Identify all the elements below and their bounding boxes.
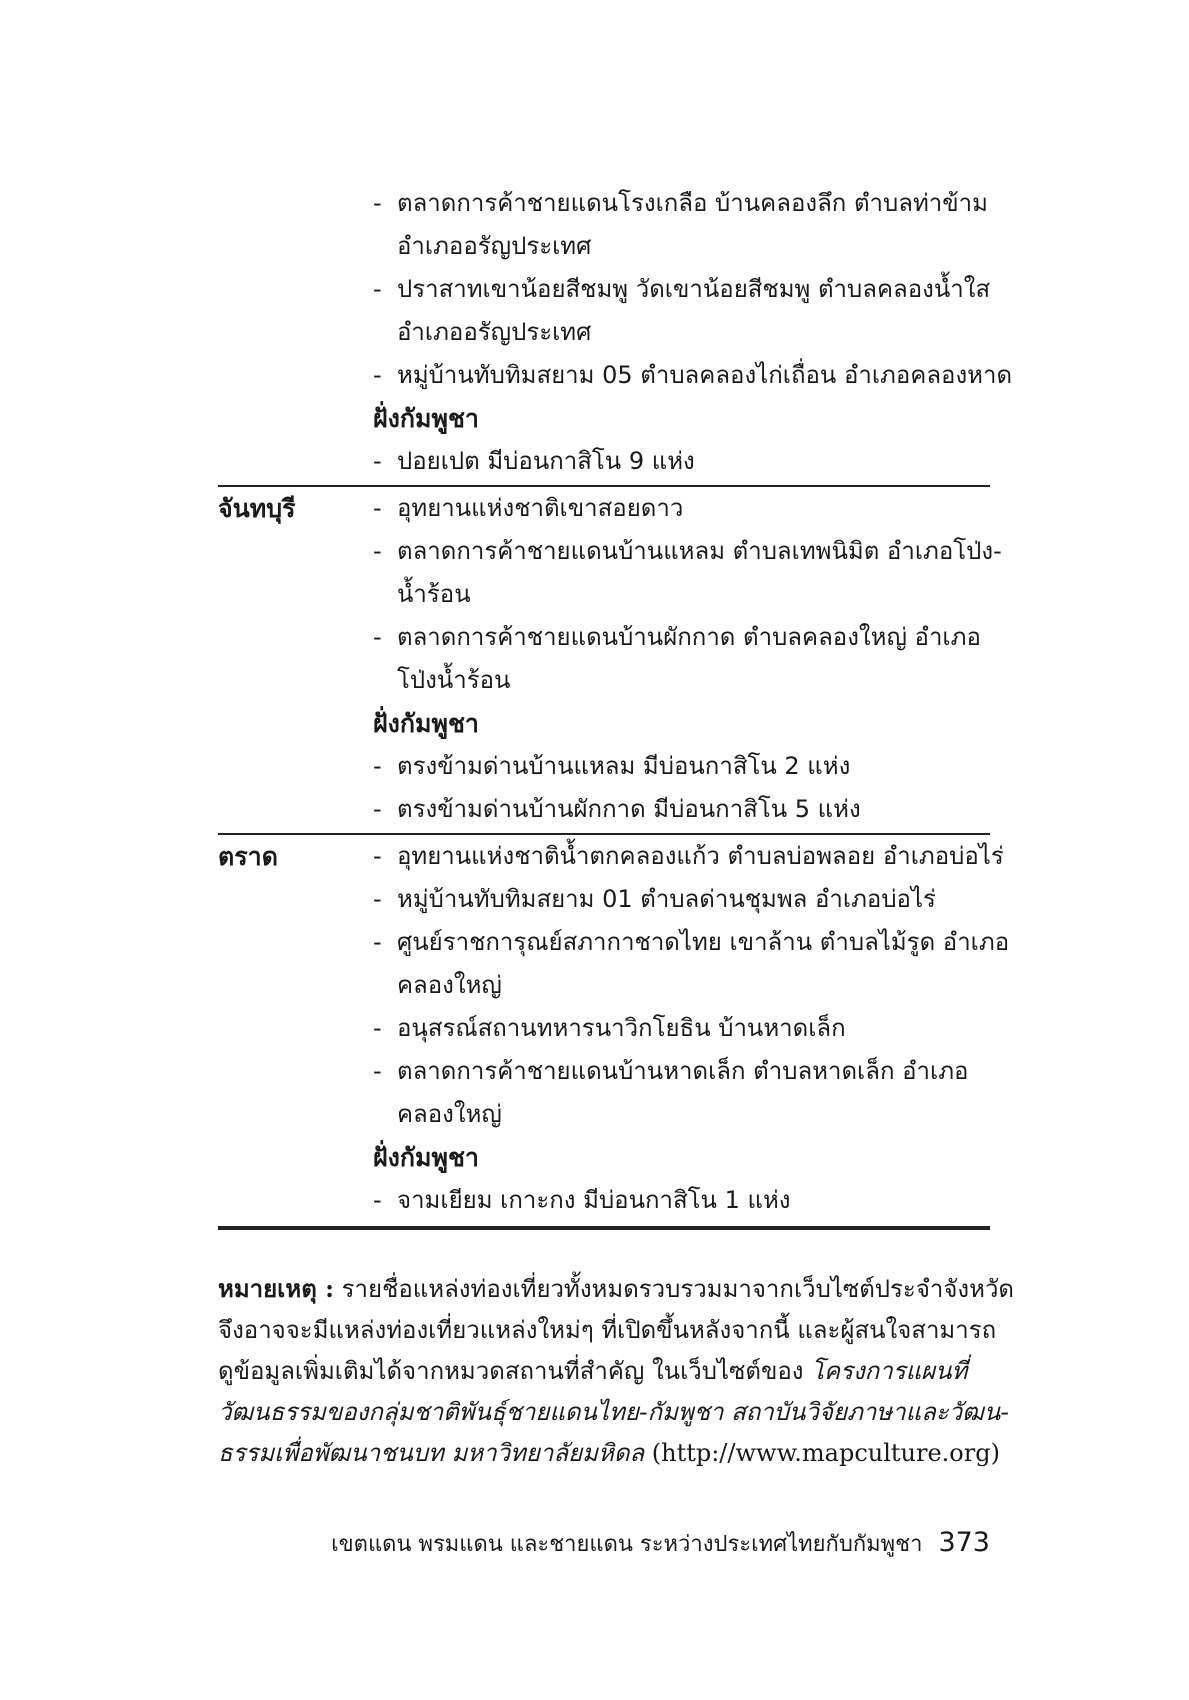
list-item	[373, 1179, 1009, 1222]
border-attractions-table	[218, 182, 1013, 1230]
list-item-text: น้ำร้อน	[397, 580, 471, 608]
bullet-dash: -	[373, 752, 382, 780]
footnote	[218, 1268, 1015, 1474]
list-item-text: โป่งน้ำร้อน	[397, 666, 511, 694]
bullet-dash: -	[373, 842, 382, 870]
list-item	[373, 745, 1002, 788]
footnote-text: จึงอาจจะมีแหล่งท่องเที่ยวแหล่งใหม่ๆ ที่เปิดขึ้นหลังจากนี้ และผู้สนใจสามารถ	[218, 1316, 997, 1344]
website-url: (http://www.mapculture.org)	[651, 1439, 1000, 1467]
project-title: โครงการแผนที่	[811, 1357, 968, 1385]
province-cell-empty	[218, 182, 373, 483]
list-item-text: อำเภออรัญประเทศ	[397, 232, 592, 260]
cambodia-attraction-list	[373, 745, 1002, 831]
list-item	[373, 440, 1012, 483]
list-item-text: จามเยียม เกาะกง มีบ่อนกาสิโน 1 แห่ง	[397, 1186, 791, 1214]
list-item	[373, 182, 1012, 268]
table-row-sakaeo-continued	[218, 182, 1013, 483]
list-item-text: หมู่บ้านทับทิมสยาม 05 ตำบลคลองไก่เถื่อน อำเภอคลองหาด	[397, 361, 1013, 389]
table-bottom-rule	[218, 1226, 990, 1230]
bullet-dash: -	[373, 1014, 382, 1042]
bullet-dash: -	[373, 1186, 382, 1214]
attraction-list	[373, 182, 1012, 397]
list-item-text: อำเภออรัญประเทศ	[397, 318, 592, 346]
list-item	[373, 1007, 1009, 1050]
list-item-text: คลองใหญ่	[397, 1100, 502, 1128]
footnote-label: หมายเหตุ :	[218, 1274, 335, 1303]
bullet-dash: -	[373, 361, 382, 389]
attraction-list	[373, 835, 1009, 1136]
list-item-text: ตรงข้ามด่านบ้านแหลม มีบ่อนกาสิโน 2 แห่ง	[397, 752, 851, 780]
bullet-dash: -	[373, 275, 382, 303]
list-item-text: ตรงข้ามด่านบ้านผักกาด มีบ่อนกาสิโน 5 แห่ง	[397, 795, 861, 823]
page-number: 373	[938, 1527, 990, 1558]
list-item	[373, 530, 1002, 616]
list-item-text: ตลาดการค้าชายแดนบ้านแหลม ตำบลเทพนิมิต อำเภอโป่ง-	[397, 537, 1002, 565]
list-item	[373, 487, 1002, 530]
cambodia-attraction-list	[373, 1179, 1009, 1222]
page-footer	[331, 1528, 990, 1560]
list-item-text: ตลาดการค้าชายแดนบ้านผักกาด ตำบลคลองใหญ่ อำเภอ	[397, 623, 981, 651]
list-item-text: ปอยเปต มีบ่อนกาสิโน 9 แห่ง	[397, 447, 695, 475]
bullet-dash: -	[373, 537, 382, 565]
list-item	[373, 921, 1009, 1007]
attraction-list	[373, 487, 1002, 702]
bullet-dash: -	[373, 795, 382, 823]
list-item	[373, 788, 1002, 831]
bullet-dash: -	[373, 447, 382, 475]
cambodia-side-heading: ฝั่งกัมพูชา	[373, 404, 479, 433]
list-item-text: อุทยานแห่งชาติเขาสอยดาว	[397, 494, 684, 522]
list-item	[373, 835, 1009, 878]
cambodia-side-heading: ฝั่งกัมพูชา	[373, 1143, 479, 1172]
project-title: ธรรมเพื่อพัฒนาชนบท มหาวิทยาลัยมหิดล	[218, 1439, 645, 1467]
cambodia-attraction-list	[373, 440, 1012, 483]
list-item-text: ตลาดการค้าชายแดนบ้านหาดเล็ก ตำบลหาดเล็ก อำเภอ	[397, 1057, 969, 1085]
cambodia-side-heading: ฝั่งกัมพูชา	[373, 709, 479, 738]
list-item	[373, 1050, 1009, 1136]
bullet-dash: -	[373, 1057, 382, 1085]
bullet-dash: -	[373, 623, 382, 651]
footnote-text: รายชื่อแหล่งท่องเที่ยวทั้งหมดรวบรวมมาจากเว็บไซต์ประจำจังหวัด	[341, 1275, 1015, 1303]
list-item-text: ศูนย์ราชการุณย์สภากาชาดไทย เขาล้าน ตำบลไม้รูด อำเภอ	[397, 928, 1010, 956]
running-title: เขตแดน พรมแดน และชายแดน ระหว่างประเทศไทยกับกัมพูชา	[331, 1532, 923, 1557]
bullet-dash: -	[373, 189, 382, 217]
province-name: จันทบุรี	[218, 494, 296, 523]
list-item	[373, 616, 1002, 702]
footnote-text: ดูข้อมูลเพิ่มเติมได้จากหมวดสถานที่สำคัญ ในเว็บไซต์ของ	[218, 1357, 804, 1385]
province-name: ตราด	[218, 842, 278, 871]
list-item-text: อุทยานแห่งชาติน้ำตกคลองแก้ว ตำบลบ่อพลอย อำเภอบ่อไร่	[397, 842, 1004, 870]
list-item	[373, 354, 1012, 397]
list-item	[373, 878, 1009, 921]
list-item-text: คลองใหญ่	[397, 971, 502, 999]
list-item-text: ตลาดการค้าชายแดนโรงเกลือ บ้านคลองลึก ตำบลท่าข้าม	[397, 189, 988, 217]
bullet-dash: -	[373, 885, 382, 913]
bullet-dash: -	[373, 928, 382, 956]
table-row-chanthaburi	[218, 487, 1002, 831]
project-title: วัฒนธรรมของกลุ่มชาติพันธุ์ชายแดนไทย-กัมพูชา สถาบันวิจัยภาษาและวัฒน-	[218, 1398, 1009, 1426]
list-item-text: อนุสรณ์สถานทหารนาวิกโยธิน บ้านหาดเล็ก	[397, 1014, 846, 1042]
bullet-dash: -	[373, 494, 382, 522]
table-row-trat	[218, 835, 1010, 1222]
list-item	[373, 268, 1012, 354]
list-item-text: ปราสาทเขาน้อยสีชมพู วัดเขาน้อยสีชมพู ตำบลคลองน้ำใส	[397, 275, 991, 303]
list-item-text: หมู่บ้านทับทิมสยาม 01 ตำบลด่านชุมพล อำเภอบ่อไร่	[397, 885, 936, 913]
